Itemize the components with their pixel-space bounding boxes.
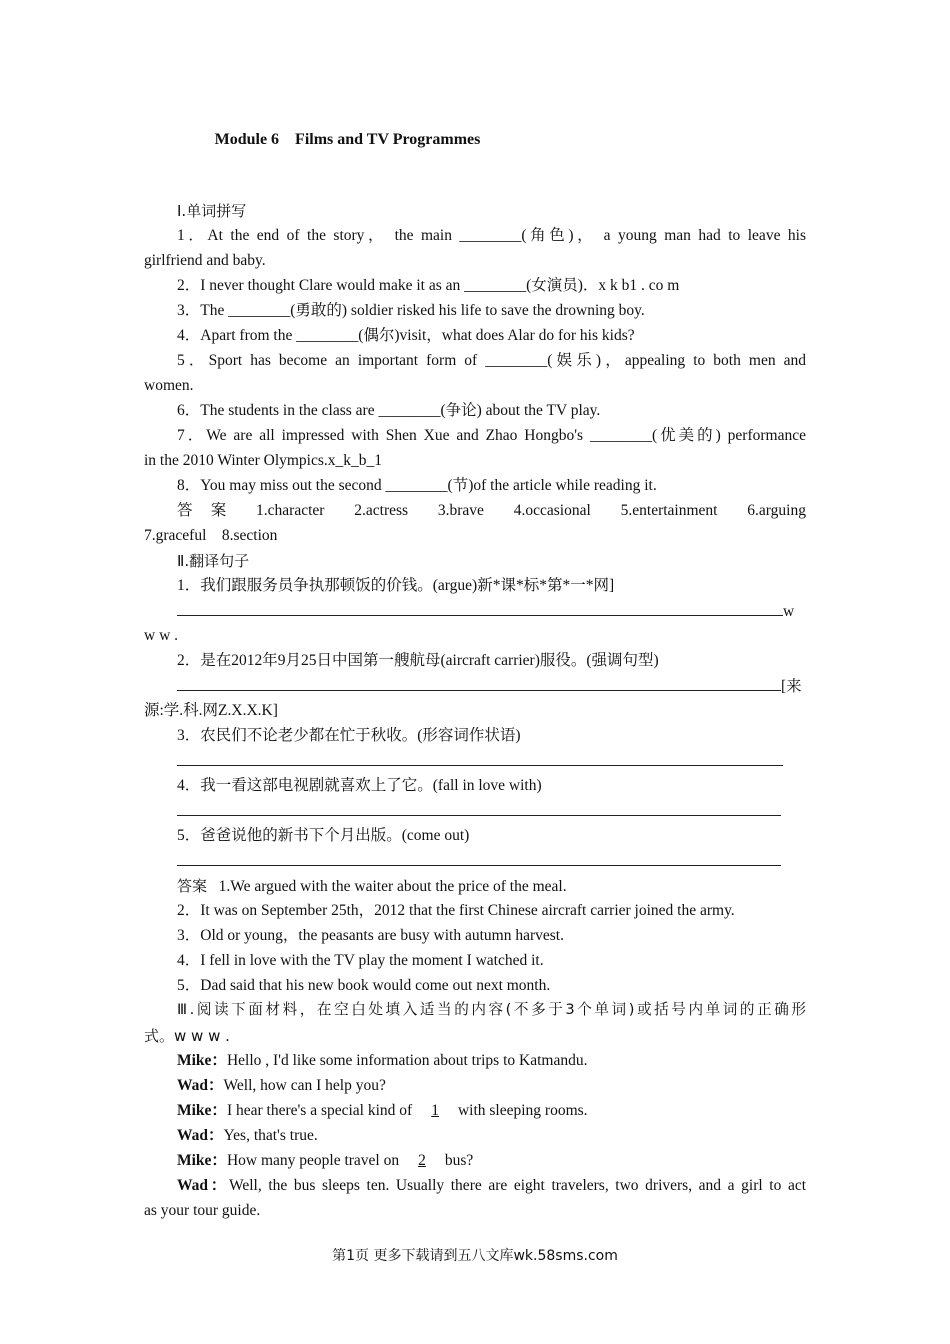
blank-rule [177,801,781,816]
translation-answer-2: 2．It was on September 25th，2012 that the first Chinese aircraft carrier joined the army. [177,902,735,919]
dialogue-text: bus? [444,1152,474,1169]
vocab-answers: 答 案 1.character 2.actress 3.brave 4.occasional 5.entertainment 6.arguing [177,502,806,519]
blank-rule-tail: [来 [781,678,802,695]
answer-line-2 [177,676,802,697]
section-heading-3-cont: 式。w w w . [144,1027,230,1045]
translation-answer-4: 4．I fell in love with the TV play the moment I watched it. [177,952,544,969]
translate-question-5: 5．爸爸说他的新书下个月出版。(come out) [177,827,470,844]
blank-rule [177,751,783,766]
page-title: Module 6 Films and TV Programmes [214,131,481,148]
translation-answer-3: 3．Old or young，the peasants are busy with autumn harvest. [177,927,564,944]
vocab-question-1: 1．At the end of the story， the main ________(角色)， a young man had to leave his [177,227,806,244]
answer-line-4 [177,801,781,822]
dialogue-line-6 [177,1176,806,1196]
translate-question-3: 3．农民们不论老少都在忙于秋收。(形容词作状语) [177,727,521,744]
section-heading-2: Ⅱ.翻译句子 [177,552,250,570]
dialogue-text: with sleeping rooms. [457,1102,588,1119]
dialogue-text: I hear there's a special kind of [226,1102,413,1119]
vocab-question-8: 8．You may miss out the second ________(节)of the article while reading it. [177,477,657,494]
vocab-answers-cont: 7.graceful 8.section [144,527,278,544]
answer-line-1 [177,601,794,622]
vocab-question-6: 6．The students in the class are ________(争论) about the TV play. [177,402,601,419]
dialogue-text: Yes, that's true. [223,1127,318,1144]
translate-question-1: 1．我们跟服务员争执那顿饭的价钱。(argue)新*课*标*第*一*网] [177,577,615,594]
vocab-question-7: 7．We are all impressed with Shen Xue and Zhao Hongbo's ________(优美的) performance [177,427,806,444]
translate-question-2: 2．是在2012年9月25日中国第一艘航母(aircraft carrier)服役。(强调句型) [177,652,659,669]
vocab-question-7-cont: in the 2010 Winter Olympics.x_k_b_1 [144,452,383,469]
dialogue-line-3 [177,1101,588,1121]
blank-1: 1 [431,1102,439,1119]
section-heading-3: Ⅲ.阅读下面材料，在空白处填入适当的内容(不多于3个单词)或括号内单词的正确形 [177,1001,806,1018]
speaker-mike: Mike： [177,1152,227,1169]
translation-answer-5: 5．Dad said that his new book would come out next month. [177,977,551,994]
blank-rule [177,676,781,691]
dialogue-line-5 [177,1151,473,1171]
speaker-wad: Wad： [177,1177,229,1194]
vocab-question-2: 2．I never thought Clare would make it as an ________(女演员)．x k b1 . co m [177,277,680,294]
blank-rule [177,851,781,866]
translation-answer-1 [177,876,567,897]
dialogue-text: Well, the bus sleeps ten. Usually there are eight travelers, two drivers, and a girl to act [228,1177,807,1194]
blank-rule-tail: w [783,603,795,620]
speaker-mike: Mike： [177,1102,227,1119]
page-footer: 第1页 更多下载请到五八文库wk.58sms.com [332,1248,618,1264]
section-heading-1: Ⅰ.单词拼写 [177,202,247,220]
vocab-question-1-cont: girlfriend and baby. [144,252,266,269]
translate-question-4: 4．我一看这部电视剧就喜欢上了它。(fall in love with) [177,777,542,794]
dialogue-line-2 [177,1076,386,1096]
speaker-wad: Wad： [177,1127,224,1144]
answer-line-5 [177,851,781,872]
answer-line-3 [177,751,783,772]
dialogue-line-4 [177,1126,318,1146]
dialogue-line-1 [177,1051,587,1071]
speaker-mike: Mike： [177,1052,227,1069]
vocab-question-5-cont: women. [144,377,194,394]
dialogue-text: Well, how can I help you? [223,1077,386,1094]
answer-label: 答案 [177,877,208,895]
answer-line-1-cont: w w . [144,627,179,644]
dialogue-text: Hello , I'd like some information about trips to Katmandu. [226,1052,588,1069]
vocab-question-5: 5．Sport has become an important form of ________(娱乐)，appealing to both men and [177,352,806,369]
vocab-question-3: 3．The ________(勇敢的) soldier risked his life to save the drowning boy. [177,302,645,319]
blank-rule [177,601,783,616]
vocab-question-4: 4．Apart from the ________(偶尔)visit，what does Alar do for his kids? [177,327,635,344]
answer-line-2-cont: 源:学.科.网Z.X.X.K] [144,702,278,719]
dialogue-line-6-cont: as your tour guide. [144,1202,261,1219]
dialogue-text: How many people travel on [226,1152,400,1169]
blank-2: 2 [418,1152,426,1169]
answer-text: 1.We argued with the waiter about the price of the meal. [218,878,567,895]
speaker-wad: Wad： [177,1077,224,1094]
